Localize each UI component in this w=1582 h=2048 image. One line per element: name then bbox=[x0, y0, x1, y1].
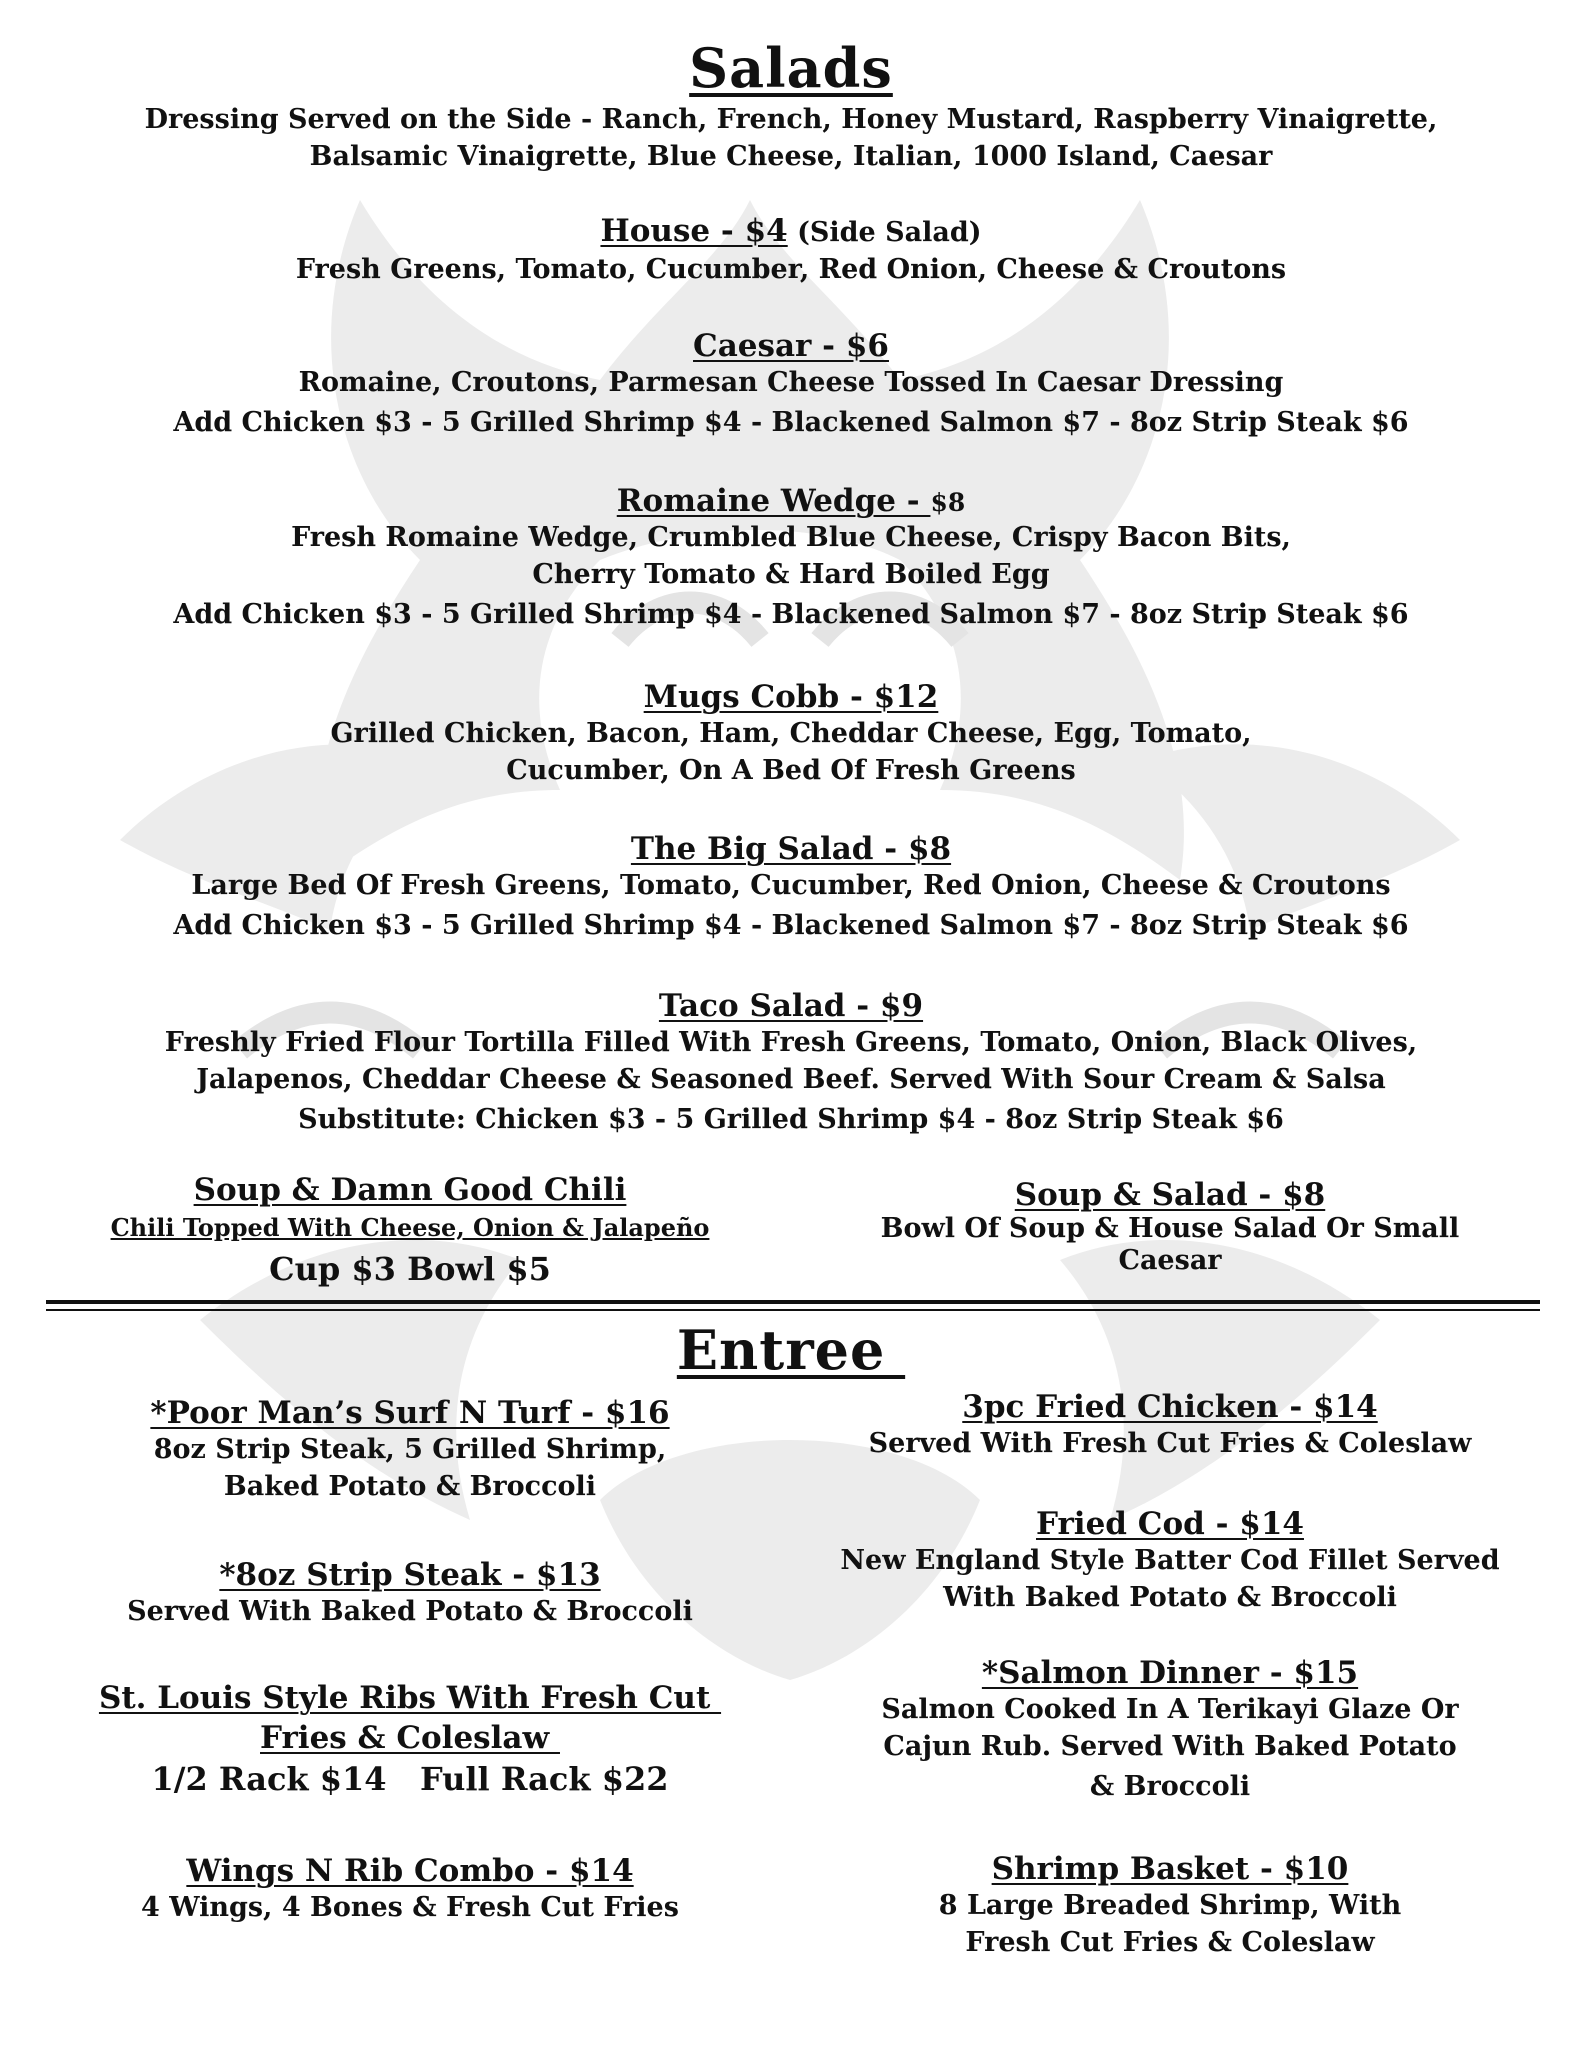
soup-chili-name: Soup & Damn Good Chili bbox=[193, 1172, 627, 1208]
entree-ribs-prices: 1/2 Rack $14 Full Rack $22 bbox=[151, 1760, 669, 1798]
salad-mugs-cobb-name: Mugs Cobb - $12 bbox=[643, 679, 939, 715]
dressing-note bbox=[0, 101, 1582, 175]
salad-big-salad-name: The Big Salad - $8 bbox=[630, 831, 952, 867]
salads-title: Salads bbox=[689, 36, 893, 100]
soup-salad-desc-1: Bowl Of Soup & House Salad Or Small bbox=[880, 1213, 1460, 1244]
salad-mugs-cobb bbox=[0, 679, 1582, 789]
entree-ribs-name-1: St. Louis Style Ribs With Fresh Cut bbox=[98, 1680, 722, 1716]
entree-title: Entree bbox=[676, 1318, 906, 1382]
entree-ribs bbox=[60, 1680, 760, 1802]
salad-caesar-addons: Add Chicken $3 - 5 Grilled Shrimp $4 - Blackened Salmon $7 - 8oz Strip Steak $6 bbox=[173, 407, 1409, 438]
soup-salad bbox=[830, 1177, 1510, 1277]
entree-salmon-name: *Salmon Dinner - $15 bbox=[981, 1655, 1359, 1691]
entree-wings-rib-desc: 4 Wings, 4 Bones & Fresh Cut Fries bbox=[141, 1892, 679, 1923]
salad-taco-addons: Substitute: Chicken $3 - 5 Grilled Shrimp $4 - 8oz Strip Steak $6 bbox=[298, 1104, 1284, 1135]
entree-surf-turf bbox=[60, 1395, 760, 1505]
entree-shrimp-basket-desc-1: 8 Large Breaded Shrimp, With bbox=[938, 1890, 1402, 1921]
salad-house bbox=[0, 213, 1582, 288]
salad-mugs-cobb-desc-1: Grilled Chicken, Bacon, Ham, Cheddar Cheese, Egg, Tomato, bbox=[330, 718, 1252, 749]
salad-romaine-wedge-desc-2: Cherry Tomato & Hard Boiled Egg bbox=[532, 559, 1050, 590]
salad-mugs-cobb-desc-2: Cucumber, On A Bed Of Fresh Greens bbox=[506, 755, 1076, 786]
soup-salad-desc-2: Caesar bbox=[1118, 1245, 1222, 1276]
salad-caesar-desc: Romaine, Croutons, Parmesan Cheese Tossed In Caesar Dressing bbox=[298, 367, 1284, 398]
salad-house-desc: Fresh Greens, Tomato, Cucumber, Red Onion, Cheese & Croutons bbox=[295, 254, 1287, 285]
entree-wings-rib-name: Wings N Rib Combo - $14 bbox=[186, 1853, 634, 1889]
salad-taco bbox=[0, 988, 1582, 1142]
salad-house-note: (Side Salad) bbox=[787, 217, 982, 248]
entree-salmon-desc-1: Salmon Cooked In A Terikayi Glaze Or bbox=[881, 1694, 1459, 1725]
entree-strip-steak bbox=[60, 1557, 760, 1630]
entree-salmon bbox=[800, 1655, 1540, 1809]
salad-taco-desc-1: Freshly Fried Flour Tortilla Filled With Fresh Greens, Tomato, Onion, Black Olives, bbox=[164, 1027, 1418, 1058]
entree-ribs-name-2: Fries & Coleslaw bbox=[260, 1720, 560, 1756]
salad-taco-name: Taco Salad - $9 bbox=[658, 988, 924, 1024]
soup-chili-prices: Cup $3 Bowl $5 bbox=[269, 1250, 551, 1288]
entree-surf-turf-desc-1: 8oz Strip Steak, 5 Grilled Shrimp, bbox=[153, 1434, 667, 1465]
entree-strip-steak-desc: Served With Baked Potato & Broccoli bbox=[127, 1596, 693, 1627]
entree-shrimp-basket bbox=[800, 1851, 1540, 1961]
entree-fried-chicken-name: 3pc Fried Chicken - $14 bbox=[962, 1389, 1378, 1425]
salad-romaine-wedge bbox=[0, 483, 1582, 637]
entree-fried-cod bbox=[800, 1506, 1540, 1616]
soup-salad-name: Soup & Salad - $8 bbox=[1014, 1177, 1326, 1213]
entree-fried-chicken-desc: Served With Fresh Cut Fries & Coleslaw bbox=[868, 1428, 1472, 1459]
dressing-line-2: Balsamic Vinaigrette, Blue Cheese, Italian, 1000 Island, Caesar bbox=[309, 141, 1273, 172]
section-divider bbox=[46, 1300, 1540, 1311]
entree-salmon-desc-3: & Broccoli bbox=[1089, 1771, 1251, 1802]
soup-chili-desc: Chili Topped With Cheese, Onion & Jalapeño bbox=[110, 1213, 710, 1242]
entree-fried-chicken bbox=[800, 1389, 1540, 1462]
salad-romaine-wedge-desc-1: Fresh Romaine Wedge, Crumbled Blue Cheese, Crispy Bacon Bits, bbox=[291, 522, 1291, 553]
salad-romaine-wedge-price: $8 bbox=[930, 488, 966, 517]
salad-romaine-wedge-addons: Add Chicken $3 - 5 Grilled Shrimp $4 - Blackened Salmon $7 - 8oz Strip Steak $6 bbox=[173, 599, 1409, 630]
salad-big-salad-desc: Large Bed Of Fresh Greens, Tomato, Cucumber, Red Onion, Cheese & Croutons bbox=[191, 870, 1391, 901]
entree-fried-cod-name: Fried Cod - $14 bbox=[1036, 1506, 1304, 1542]
entree-fried-cod-desc-2: With Baked Potato & Broccoli bbox=[943, 1582, 1397, 1613]
entree-fried-cod-desc-1: New England Style Batter Cod Fillet Served bbox=[840, 1545, 1500, 1576]
salads-header bbox=[0, 36, 1582, 100]
salad-caesar bbox=[0, 328, 1582, 445]
dressing-line-1: Dressing Served on the Side - Ranch, French, Honey Mustard, Raspberry Vinaigrette, bbox=[144, 104, 1438, 135]
entree-wings-rib bbox=[60, 1853, 760, 1926]
salad-caesar-name: Caesar - $6 bbox=[693, 328, 889, 364]
salad-big-salad-addons: Add Chicken $3 - 5 Grilled Shrimp $4 - Blackened Salmon $7 - 8oz Strip Steak $6 bbox=[173, 910, 1409, 941]
salad-taco-desc-2: Jalapenos, Cheddar Cheese & Seasoned Beef. Served With Sour Cream & Salsa bbox=[196, 1064, 1386, 1095]
entree-header bbox=[0, 1318, 1582, 1382]
soup-chili bbox=[60, 1172, 760, 1290]
entree-surf-turf-desc-2: Baked Potato & Broccoli bbox=[223, 1471, 597, 1502]
salad-big-salad bbox=[0, 831, 1582, 948]
entree-shrimp-basket-desc-2: Fresh Cut Fries & Coleslaw bbox=[965, 1927, 1375, 1958]
entree-salmon-desc-2: Cajun Rub. Served With Baked Potato bbox=[883, 1731, 1457, 1762]
entree-shrimp-basket-name: Shrimp Basket - $10 bbox=[991, 1851, 1349, 1887]
salad-romaine-wedge-name: Romaine Wedge - bbox=[616, 483, 931, 519]
salad-house-name: House - $4 bbox=[600, 213, 788, 249]
entree-surf-turf-name: *Poor Man’s Surf N Turf - $16 bbox=[150, 1395, 670, 1431]
entree-strip-steak-name: *8oz Strip Steak - $13 bbox=[219, 1557, 601, 1593]
